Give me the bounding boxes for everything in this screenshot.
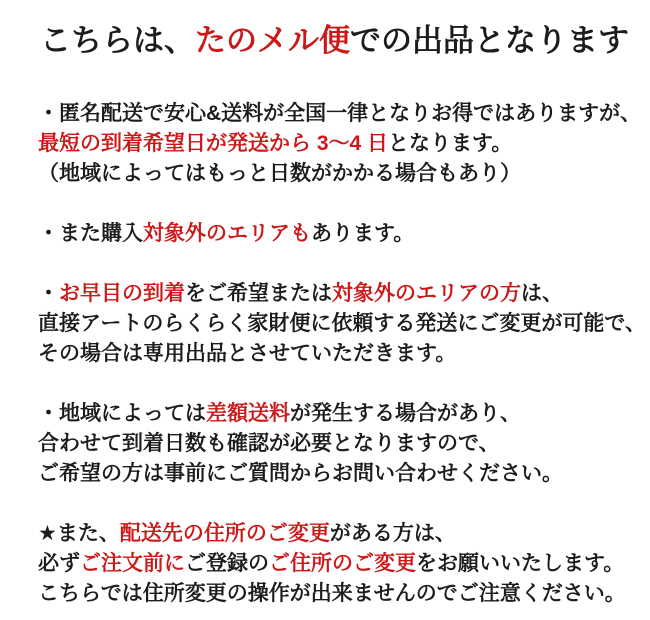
text-line — [38, 579, 634, 609]
body-text: での出品となります — [350, 23, 629, 58]
text-line — [38, 219, 634, 249]
body-text: こちらは、 — [40, 23, 195, 58]
body-text: 必ず — [38, 552, 80, 575]
text-line — [38, 459, 634, 489]
text-line — [38, 159, 634, 189]
emphasis-text: 差額送料 — [206, 402, 290, 425]
paragraph — [38, 399, 634, 489]
body-text: ・ — [38, 282, 59, 305]
body-text: ・また購入 — [38, 222, 143, 245]
emphasis-text: 最短の到着希望日が発送から 3～4 日 — [38, 132, 389, 155]
body-text: ★また、 — [38, 522, 120, 545]
paragraph — [38, 219, 634, 249]
paragraph — [38, 519, 634, 609]
emphasis-text: たのメル便 — [195, 23, 350, 58]
paragraph-list — [38, 99, 646, 609]
text-line — [38, 99, 642, 129]
text-line — [38, 129, 634, 159]
text-line — [38, 279, 634, 309]
body-text: こちらでは住所変更の操作が出来ませんのでご注意ください。 — [38, 582, 626, 605]
body-text: （地域によってはもっと日数がかかる場合もあり） — [38, 162, 521, 185]
body-text: ご希望の方は事前にご質問からお問い合わせください。 — [38, 462, 563, 485]
body-text: がある方は、 — [329, 522, 456, 545]
text-line — [38, 429, 634, 459]
emphasis-text: お早目の到着 — [59, 282, 185, 305]
page-title — [40, 22, 634, 59]
body-text: となります。 — [388, 132, 513, 155]
body-text: ・地域によっては — [38, 402, 206, 425]
body-text: あります。 — [311, 222, 415, 245]
body-text: 直接アートのらくらく家財便に依頼する発送にご変更が可能で、 — [38, 312, 646, 335]
body-text: をご希望または — [185, 282, 332, 305]
text-line — [38, 549, 634, 579]
body-text: 合わせて到着日数も確認が必要となりますので、 — [38, 432, 500, 455]
paragraph — [38, 99, 642, 189]
emphasis-text: 対象外のエリアも — [143, 222, 311, 245]
emphasis-text: ご住所のご変更 — [269, 552, 416, 575]
text-line — [38, 309, 646, 339]
text-line — [38, 519, 634, 549]
body-text: ご登録の — [185, 552, 269, 575]
body-text: は、 — [521, 282, 563, 305]
emphasis-text: 配送先の住所のご変更 — [119, 522, 330, 545]
emphasis-text: ご注文前に — [80, 552, 185, 575]
text-line — [38, 399, 634, 429]
paragraph — [38, 279, 646, 369]
body-text: その場合は専用出品とさせていただきます。 — [38, 342, 457, 365]
emphasis-text: 対象外のエリアの方 — [332, 282, 521, 305]
body-text: をお願いいたします。 — [416, 552, 625, 575]
body-text: が発生する場合があり、 — [290, 402, 521, 425]
body-text: ・匿名配送で安心&送料が全国一律となりお得ではありますが、 — [38, 102, 642, 125]
text-line — [38, 339, 634, 369]
